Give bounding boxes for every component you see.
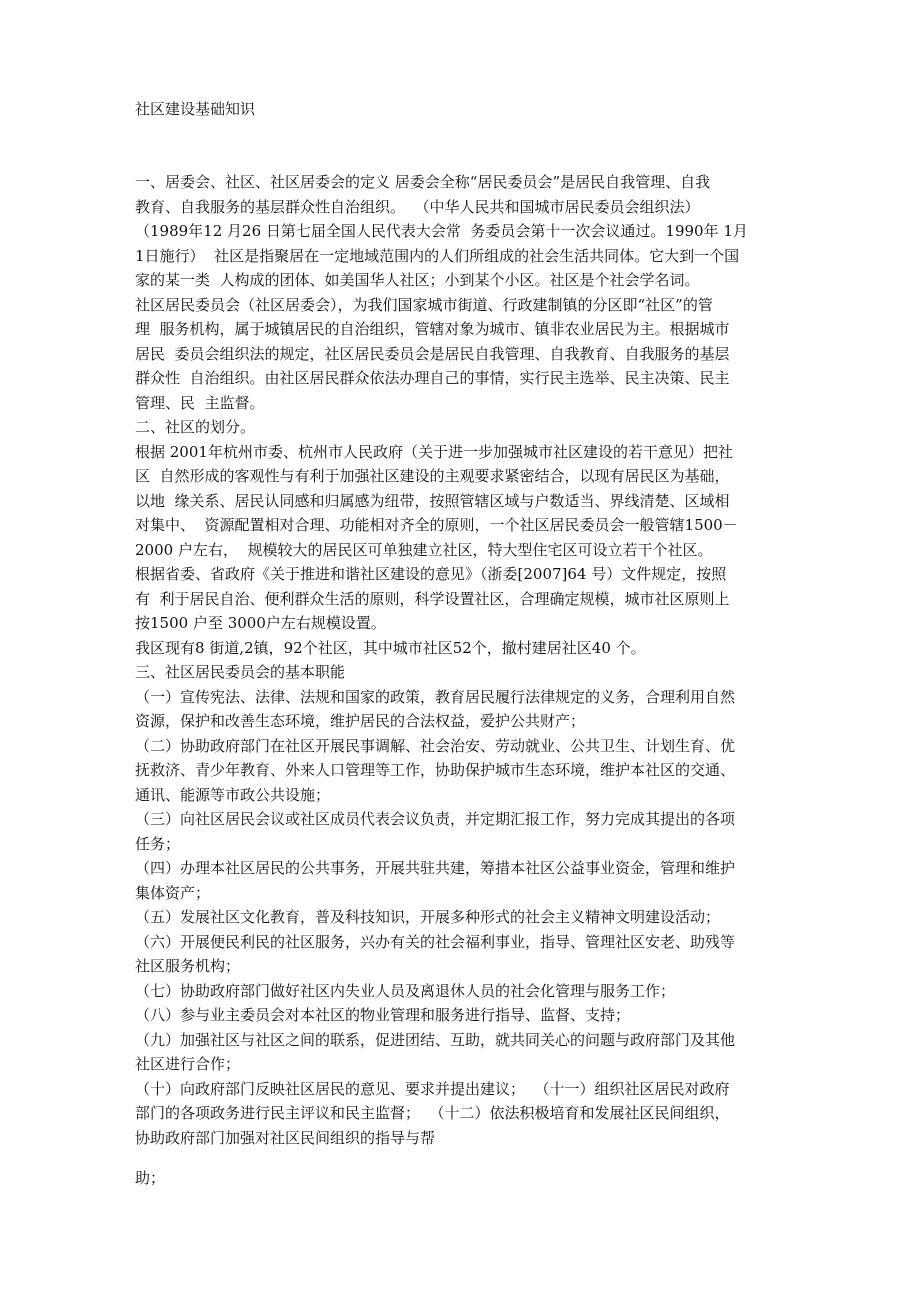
text-line: 根据 2001年杭州市委、杭州市人民政府（关于进一步加强城市社区建设的若干意见）把社 [135, 442, 733, 461]
text-line: 有 利于居民自治、便利群众生活的原则，科学设置社区，合理确定规模，城市社区原则上 [135, 589, 730, 608]
text-line: 抚救济、青少年教育、外来人口管理等工作，协助保护城市生态环境，维护本社区的交通、 [135, 761, 736, 779]
text-line: 资源，保护和改善生态环境，维护居民的合法权益，爱护公共财产； [135, 712, 586, 730]
text-line: 2000 户左右， 规模较大的居民区可单独建立社区，特大型住宅区可设立若干个社区。 [135, 540, 713, 559]
section-heading: 三、社区居民委员会的基本职能 [135, 663, 346, 681]
text-line: 教育、自我服务的基层群众性自治组织。 （中华人民共和国城市居民委员会组织法） [135, 197, 700, 216]
list-item: （四）办理本社区居民的公共事务，开展共驻共建，筹措本社区公益事业资金，管理和维护 [135, 859, 736, 877]
text-line: 社区进行合作； [135, 1055, 241, 1073]
text-line: 任务； [135, 834, 181, 853]
text-line: 通讯、能源等市政公共设施； [135, 785, 331, 804]
list-item: （二）协助政府部门在社区开展民事调解、社会治安、劳动就业、公共卫生、计划生育、优 [135, 736, 736, 755]
list-item: （七）协助政府部门做好社区内失业人员及离退休人员的社会化管理与服务工作； [135, 981, 676, 1000]
list-item: （五）发展社区文化教育，普及科技知识，开展多种形式的社会主义精神文明建设活动； [135, 908, 721, 926]
text-line: 集体资产； [135, 883, 211, 902]
list-item: （九）加强社区与社区之间的联系，促进团结、互助，就共同关心的问题与政府部门及其他 [135, 1030, 736, 1049]
text-line: 区 自然形成的客观性与有利于加强社区建设的主观要求紧密结合，以现有居民区为基础， [135, 467, 730, 485]
text-line: 根据省委、省政府《关于推进和谐社区建设的意见》（浙委[2007]64 号）文件规定，按照 [135, 565, 727, 583]
list-item: （六）开展便民利民的社区服务，兴办有关的社会福利事业，指导、管理社区安老、助残等 [135, 932, 736, 951]
text-line: 管理、民 主监督。 [135, 393, 265, 412]
text-line: （1989年12 月26 日第七届全国人民代表大会常 务委员会第十一次会议通过。1990年 1月 [135, 222, 748, 240]
text-line: 居民 委员会组织法的规定，社区居民委员会是居民自我管理、自我教育、自我服务的基层 [135, 344, 730, 363]
text-line: 1日施行） 社区是指聚居在一定地域范围内的人们所组成的社会生活共同体。它大到一个国 [135, 246, 740, 265]
text-line: 一、居委会、社区、社区居委会的定义 居委会全称“居民委员会”是居民自我管理、自我 [135, 173, 711, 191]
text-line: 助； [135, 1169, 166, 1187]
text-line: 我区现有8 街道,2镇，92个社区，其中城市社区52个，撤村建居社区40 个。 [135, 638, 646, 657]
text-line: 社区服务机构； [135, 957, 241, 975]
list-item: （一）宣传宪法、法律、法规和国家的政策，教育居民履行法律规定的义务，合理利用自然 [135, 687, 736, 706]
document-title: 社区建设基础知识 [135, 100, 256, 118]
text-line: 协助政府部门加强对社区民间组织的指导与帮 [135, 1128, 436, 1147]
text-line: 理 服务机构，属于城镇居民的自治组织，管辖对象为城市、镇非农业居民为主。根据城市 [135, 320, 730, 338]
text-line: 部门的各项政务进行民主评议和民主监督； （十二）依法积极培育和发展社区民间组织， [135, 1104, 730, 1122]
text-line: 按1500 户至 3000户左右规模设置。 [135, 614, 386, 632]
list-item: （八）参与业主委员会对本社区的物业管理和服务进行指导、监督、支持； [135, 1006, 631, 1024]
list-item: （十）向政府部门反映社区居民的意见、要求并提出建议； （十一）组织社区居民对政府 [135, 1079, 730, 1098]
text-line: 群众性 自治组织。由社区居民群众依法办理自己的事情，实行民主选举、民主决策、民主 [135, 369, 730, 387]
section-heading: 二、社区的划分。 [135, 418, 256, 436]
document-body [135, 170, 795, 1191]
text-line: 家的某一类 人构成的团体、如美国华人社区；小到某个小区。社区是个社会学名词。 [135, 271, 700, 289]
text-line: 对集中、 资源配置相对合理、功能相对齐全的原则，一个社区居民委员会一般管辖1500－ [135, 516, 738, 534]
text-line: 社区居民委员会（社区居委会），为我们国家城市街道、行政建制镇的分区即“社区”的管 [135, 295, 713, 314]
text-line: 以地 缘关系、居民认同感和归属感为纽带，按照管辖区域与户数适当、界线清楚、区域相 [135, 491, 730, 510]
list-item: （三）向社区居民会议或社区成员代表会议负责，并定期汇报工作，努力完成其提出的各项 [135, 810, 736, 828]
